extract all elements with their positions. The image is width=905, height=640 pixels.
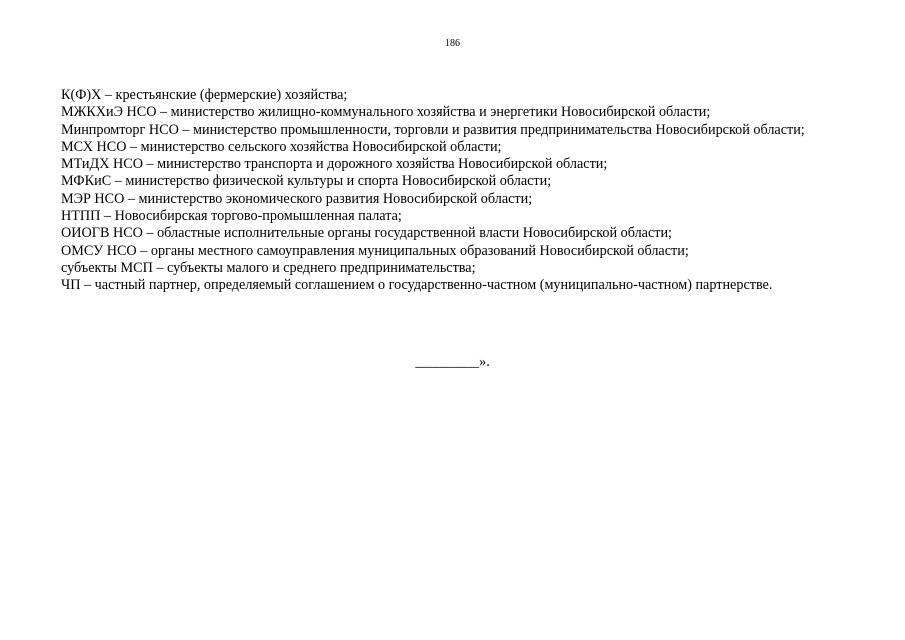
page-number: 186 bbox=[445, 38, 460, 49]
abbreviation-list bbox=[61, 87, 842, 295]
abbreviation-item: МЭР НСО – министерство экономического развития Новосибирской области; bbox=[61, 190, 533, 207]
abbreviation-item: МТиДХ НСО – министерство транспорта и дорожного хозяйства Новосибирской области; bbox=[61, 156, 608, 173]
abbreviation-item: ОИОГВ НСО – областные исполнительные органы государственной власти Новосибирской области; bbox=[61, 225, 672, 242]
closing-mark: _________». bbox=[415, 354, 490, 370]
abbreviation-item: МФКиС – министерство физической культуры и спорта Новосибирской области; bbox=[61, 173, 552, 190]
abbreviation-item: ОМСУ НСО – органы местного самоуправления муниципальных образований Новосибирской области; bbox=[61, 242, 689, 259]
abbreviation-item: МЖКХиЭ НСО – министерство жилищно-коммунального хозяйства и энергетики Новосибирской области; bbox=[61, 104, 711, 121]
abbreviation-item: субъекты МСП – субъекты малого и среднего предпринимательства; bbox=[61, 259, 476, 276]
abbreviation-item: НТПП – Новосибирская торгово-промышленная палата; bbox=[61, 208, 402, 225]
abbreviation-item: ЧП – частный партнер, определяемый соглашением о государственно-частном (муниципально-частном) партнерстве. bbox=[61, 277, 773, 294]
abbreviation-item: Минпромторг НСО – министерство промышленности, торговли и развития предпринимательства Новосибирской области; bbox=[61, 121, 805, 138]
abbreviation-item: МСХ НСО – министерство сельского хозяйства Новосибирской области; bbox=[61, 138, 502, 155]
abbreviation-item: К(Ф)Х – крестьянские (фермерские) хозяйства; bbox=[61, 87, 348, 103]
